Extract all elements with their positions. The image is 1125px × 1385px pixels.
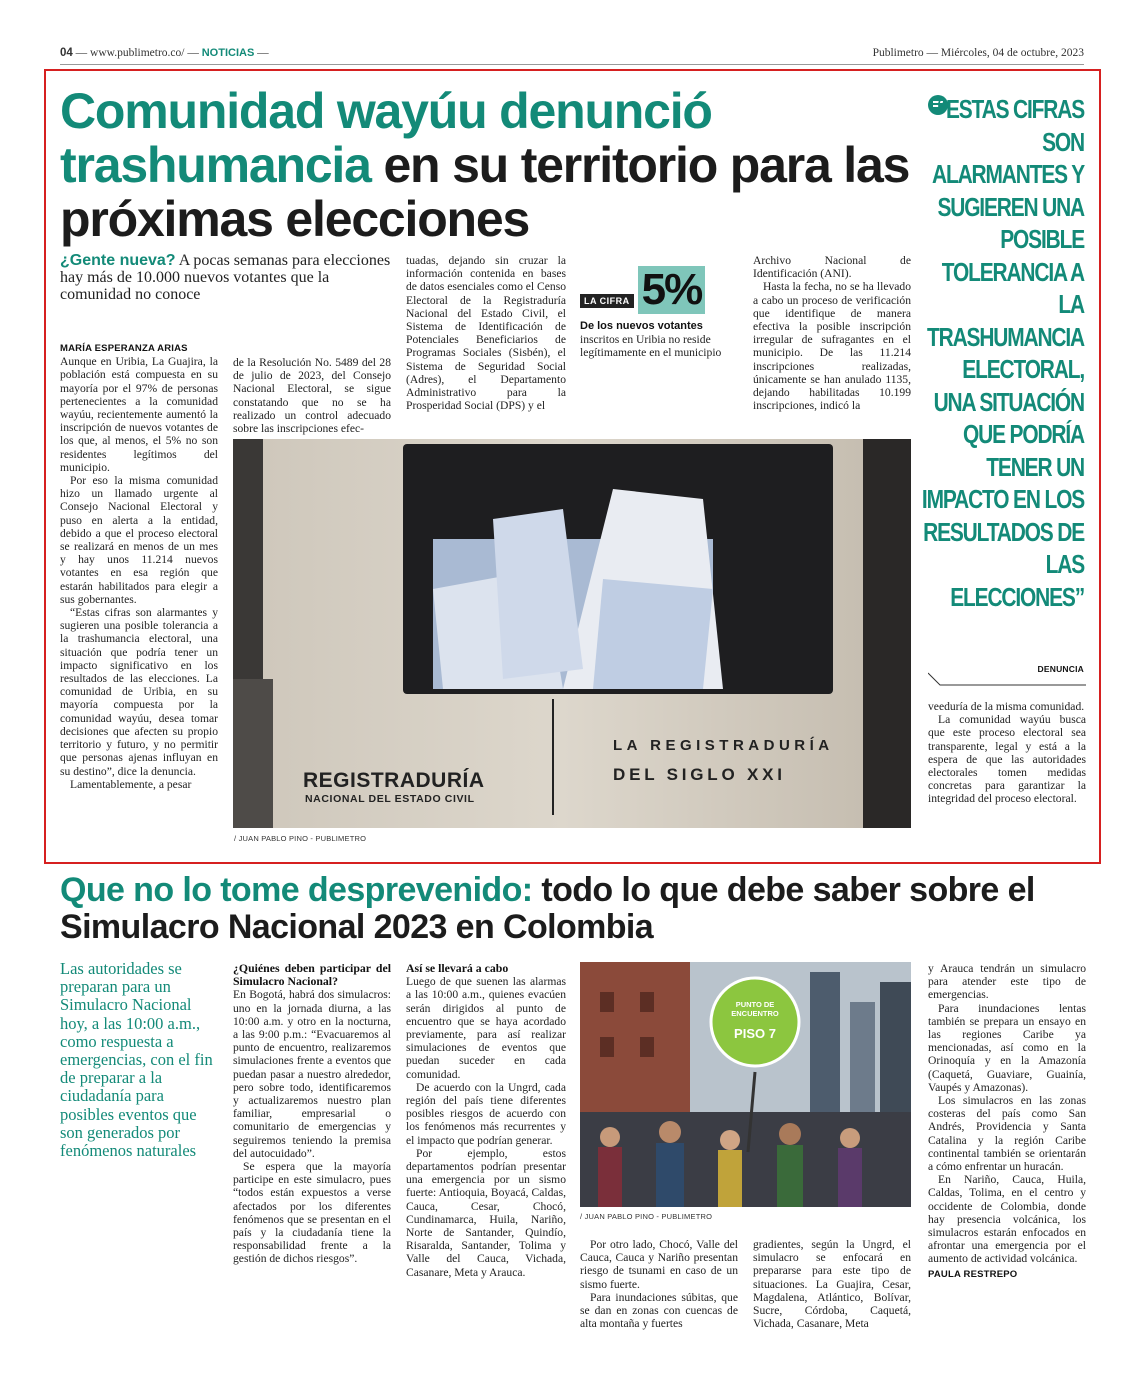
story2-col4 [580,1238,738,1330]
section-label: NOTICIAS [201,47,255,59]
paragraph: y Arauca tendrán un simulacro para atender este tipo de emergencias. [928,962,1086,1002]
subhead: ¿Quiénes deben participar del Simulacro Nacional? [233,961,391,989]
story1-col2 [233,356,391,435]
paragraph: De acuerdo con la Ungrd, cada región del país tiene diferentes posibles riesgos de acuerdo con los fenómenos más recurrentes y el impacto que podrían generar. [406,1080,566,1147]
byline: MARÍA ESPERANZA ARIAS [60,343,188,354]
story1-col6 [928,700,1086,806]
story2-col5 [753,1238,911,1330]
cifra-bold: De los nuevos votantes [580,320,703,332]
header-left: 04 — www.publimetro.co/ — NOTICIAS — [60,47,269,59]
paragraph: Luego de que suenen las alarmas a las 10:00 a.m., quienes evacúen serán dirigidos al punto de encuentro que se haya acordado previamente, para así realizar simulaciones de eventos que puedan suceder en cada comunidad. [406,975,566,1081]
cifra-value: 5% [638,266,706,314]
site-url[interactable]: www.publimetro.co/ [90,47,185,59]
byline: PAULA RESTREPO [928,1268,1018,1280]
paragraph: Por otro lado, Chocó, Valle del Cauca, Cauca y Nariño presentan riesgo de tsunami en caso de un sismo fuerte. [580,1238,738,1291]
paragraph: Aunque en Uribia, La Guajira, la población está compuesta en su mayoría por el 97% de personas pertenecientes a la comunidad wayúu, recientemente aumentó la inscripción de nuevos votantes de los que, al menos, el 5% no son residentes legítimos del municipio. [60,355,218,474]
sign-floor: PISO 7 [734,1026,776,1041]
photo-credit: / JUAN PABLO PINO - PUBLIMETRO [580,1212,713,1221]
story2-summary: Las autoridades se preparan para un Simulacro Nacional hoy, a las 10:00 a.m., como respuesta a emergencias, con el fin de preparar a la ciudadanía para posibles eventos que son generados por fenómenos naturales [60,959,213,1161]
story2-col6 [928,962,1086,1281]
box-slogan-2: DEL SIGLO XXI [613,765,786,784]
paragraph: Por ejemplo, estos departamentos podrían presentar una emergencia por un sismo fuerte: Antioquia, Boyacá, Caldas, Cauca, Cesar, Chocó, Cundinamarca, Huila, Nariño, Norte de Santander, Quindío, Risaralda, Santander, Tolima y Valle del Cauca, Vichada, Casanare, Meta y Arauca. [406,1146,566,1279]
headline-black: en su territorio para las próximas elecciones [60,137,910,247]
story1-col1 [60,342,218,791]
lead-text: A pocas semanas para elecciones hay más de 10.000 nuevos votantes que la comunidad no conoce [60,252,391,303]
crowd-illustration [580,962,911,1207]
box-brand: REGISTRADURÍA [303,769,485,792]
page-header [60,47,1084,65]
box-brand-sub: NACIONAL DEL ESTADO CIVIL [305,793,475,805]
paragraph: gradientes, según la Ungrd, el simulacro se enfocará en prepararse para este tipo de situaciones. La Guajira, Cesar, Magdalena, Atlántico, Bolívar, Sucre, Córdoba, Caquetá, Vichada, Casanare, Meta [753,1238,911,1331]
cifra-text: inscritos en Uribia no reside legítimamente en el municipio [580,333,722,360]
story1-headline [60,84,920,246]
ballot-box-photo [233,439,911,828]
paragraph: La comunidad wayúu busca que este proceso electoral sea transparente, legal y está a la espera de que las autoridades electorales tomen medidas concretas para garantizar la integridad del proceso electoral. [928,713,1086,806]
headline-teal: Comunidad wayúu denunció trashumancia [60,83,712,193]
cifra-box [580,254,740,360]
subhead: Así se llevará a cabo [406,961,509,975]
story2-col3 [406,962,566,1279]
issue-date: Publimetro — Miércoles, 04 de octubre, 2023 [872,47,1084,59]
drill-photo [580,962,911,1207]
cifra-label: LA CIFRA [580,294,634,308]
lead-label: ¿Gente nueva? [60,252,176,269]
sign-text: PUNTO DE ENCUENTRO [731,1000,779,1018]
paragraph: En Nariño, Cauca, Huila, Caldas, Tolima, en el centro y occidente de Colombia, donde hay presencia volcánica, los simulacros estarán enfocados en afrontar una emergencia por el aumento de actividad volcánica. [928,1173,1086,1266]
paragraph: tuadas, dejando sin cruzar la información contenida en bases de datos esenciales como el Censo Electoral de la Registraduría Nacional del Estado Civil, el Sistema de Identificación de Potenciales Beneficiarios de Programas Sociales (Sisbén), el Sistema de Seguridad Social (Adres), el Departamento Administrativo para la Prosperidad Social (DPS) y el [406,254,567,413]
paragraph: Se espera que la mayoría participe en este simulacro, pues “todos están expuestos a verse afectados por los diferentes fenómenos que se presentan en el país y la ciudadanía tiene la responsabilidad frente a la gestión de dichos riesgos”. [233,1160,391,1266]
photo-credit: / JUAN PABLO PINO - PUBLIMETRO [234,834,367,843]
paragraph: Para inundaciones súbitas, que se dan en zonas con cuencas de alta montaña y fuertes [580,1290,738,1331]
page-number: 04 [60,47,73,59]
paragraph: Hasta la fecha, no se ha llevado a cabo un proceso de verificación que identifique de manera efectiva la posible inscripción irregular de sufragantes en el municipio. De las 11.214 inscripciones realizadas, únicamente se han anulado 1135, dejando habilitadas 10.199 inscripciones, indicó la [753,280,911,413]
paragraph: En Bogotá, habrá dos simulacros: uno en la jornada diurna, a las 10:00 a.m. y otro en la nocturna, a las 9:00 p.m.: “Evacuaremos al punto de encuentro, realizaremos simulaciones frente a eventos que puedan pasar a nuestro alrededor, pero sobre todo, identificaremos y actualizaremos nuestro plan familiar, empresarial o comunitario de emergencias y seguiremos teniendo la premisa del autocuidado”. [233,988,391,1160]
story1-col5 [753,254,911,412]
paragraph: Los simulacros en las zonas costeras del país como San Andrés, Providencia y Santa Catalina y la región Caribe continental también se orientarán a cómo enfrentar un huracán. [928,1094,1086,1174]
paragraph: de la Resolución No. 5489 del 28 de julio de 2023, del Consejo Nacional Electoral, se sigue constatando que no se ha realizado un control adecuado sobre las inscripciones efec- [233,356,391,436]
quote-source: DENUNCIA [1037,664,1084,674]
headline-black: todo lo que debe saber sobre el Simulacro Nacional 2023 en Colombia [60,871,1035,946]
quote-divider [928,672,1086,686]
story1-col3 [406,254,566,412]
story2-col2 [233,962,391,1266]
paragraph: Para inundaciones lentas también se prepara un ensayo en las regiones Caribe ya mencionadas, así como en la Orinoquía y en la Amazonía (Caquetá, Guaviare, Guainía, Vaupés y Amazonas). [928,1001,1086,1094]
paragraph: Lamentablemente, a pesar [70,777,192,791]
paragraph: Archivo Nacional de Identificación (ANI). [753,254,911,281]
story1-lead [60,252,400,303]
paragraph: “Estas cifras son alarmantes y sugieren una posible tolerancia a la trashumancia electoral, una situación que podría tener un impacto significativo en los resultados de las elecciones. La comunidad de Uribia, en su mayoría compuesta por la comunidad wayúu, desea tomar decisiones que afecten su propio territorio y futuro, y no permitir que personas ajenas influyan en su destino”, dice la denuncia. [60,606,218,778]
pull-quote: “ESTAS CIFRAS SON ALARMANTES Y SUGIEREN UNA POSIBLE TOLERANCIA A LA TRASHUMANCIA ELECTORAL, UNA SITUACIÓN QUE PODRÍA TENER UN IMPACTO EN LOS RESULTADOS DE LAS ELECCIONES” [921,96,1084,612]
headline-teal: Que no lo tome desprevenido: [60,871,533,909]
box-slogan-1: LA REGISTRADURÍA [613,737,834,754]
story2-headline [60,872,1100,946]
paragraph: Por eso la misma comunidad hizo un llamado urgente al Consejo Nacional Electoral y puso en alerta a la entidad, debido a que el proceso electoral se realizará en menos de un mes y hay unos 11.214 nuevos votantes en esa región que estarán habilitados para elegir a sus gobernantes. [60,474,218,606]
paragraph: veeduría de la misma comunidad. [928,700,1085,713]
